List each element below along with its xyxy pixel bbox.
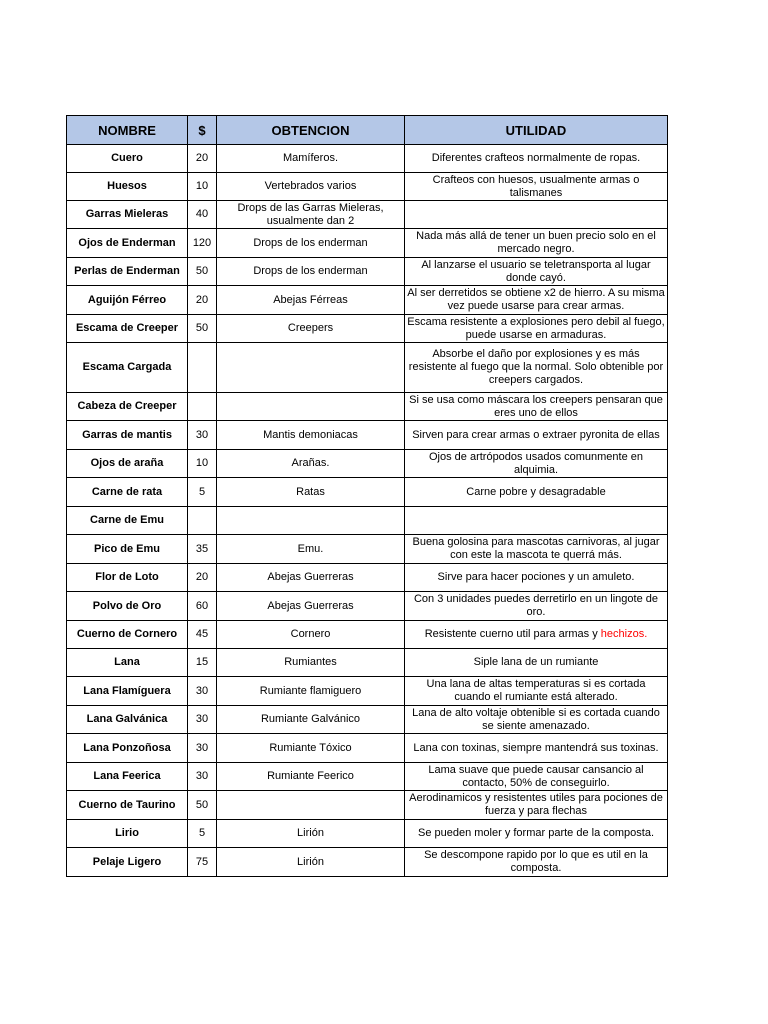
table-row <box>67 706 668 734</box>
cell-utilidad <box>405 763 668 791</box>
cell-utilidad-text: Escama resistente a explosiones pero debil al fuego, puede usarse en armaduras. <box>407 315 665 341</box>
cell-nombre <box>67 507 188 535</box>
cell-obtencion-text: Rumiante Galvánico <box>260 713 361 725</box>
cell-obtencion <box>217 507 405 535</box>
cell-precio <box>188 734 217 763</box>
cell-obtencion-text: Rumiantes <box>284 656 337 668</box>
cell-obtencion <box>217 706 405 734</box>
cell-precio-text: 5 <box>198 485 206 498</box>
header-utilidad: UTILIDAD <box>405 116 668 145</box>
cell-obtencion-text: Lirión <box>297 855 324 868</box>
table-row <box>67 258 668 286</box>
cell-nombre <box>67 848 188 877</box>
cell-utilidad <box>405 393 668 421</box>
cell-utilidad-text: Una lana de altas temperaturas si es cortada cuando el rumiante está alterado. <box>426 678 646 703</box>
cell-nombre-text: Escama de Creeper <box>75 322 179 334</box>
table-row <box>67 229 668 258</box>
cell-obtencion-text: Rumiante Feerico <box>267 770 354 782</box>
cell-nombre-text: Lana Flamíguera <box>83 684 171 697</box>
cell-obtencion <box>217 677 405 706</box>
cell-precio <box>188 621 217 649</box>
cell-utilidad-text: Se descompone rapido por lo que es util en la composta. <box>424 849 648 874</box>
cell-nombre-text: Cabeza de Creeper <box>77 400 177 412</box>
cell-nombre-text: Pelaje Ligero <box>92 855 162 868</box>
cell-utilidad-text: Resistente cuerno util para armas y <box>424 628 601 640</box>
cell-precio <box>188 286 217 315</box>
cell-utilidad-text: Absorbe el daño por explosiones y es más resistente al fuego que la normal. Solo obtenible por creepers cargados. <box>408 348 664 386</box>
cell-precio <box>188 450 217 478</box>
table-row <box>67 343 668 393</box>
cell-precio <box>188 173 217 201</box>
cell-nombre <box>67 734 188 763</box>
cell-obtencion <box>217 393 405 421</box>
cell-nombre-text: Cuerno de Cornero <box>76 628 178 640</box>
cell-precio <box>188 763 217 791</box>
cell-utilidad <box>405 173 668 201</box>
cell-obtencion-text: Abejas Guerreras <box>267 571 354 583</box>
cell-precio-text: 30 <box>195 713 209 725</box>
cell-obtencion-text: Abejas Guerreras <box>267 599 354 612</box>
cell-utilidad-text: Buena golosina para mascotas carnivoras, al jugar con este la mascota te querrá más. <box>412 536 660 561</box>
cell-nombre <box>67 393 188 421</box>
cell-utilidad <box>405 564 668 592</box>
cell-precio-text: 20 <box>195 293 209 306</box>
cell-nombre <box>67 173 188 201</box>
cell-obtencion <box>217 315 405 343</box>
cell-nombre <box>67 286 188 315</box>
cell-nombre <box>67 763 188 791</box>
cell-obtencion-text: Mantis demoniacas <box>263 428 358 441</box>
cell-precio <box>188 649 217 677</box>
cell-precio <box>188 343 217 393</box>
cell-utilidad-text: Sirven para crear armas o extraer pyronita de ellas <box>412 428 660 441</box>
cell-obtencion <box>217 450 405 478</box>
cell-nombre-text: Cuerno de Taurino <box>78 798 176 811</box>
cell-obtencion-text: Drops de los enderman <box>253 265 368 277</box>
cell-nombre-text: Lirio <box>115 827 139 839</box>
cell-nombre <box>67 258 188 286</box>
header-precio: $ <box>188 116 217 145</box>
cell-utilidad <box>405 421 668 450</box>
cell-obtencion <box>217 734 405 763</box>
cell-utilidad-text: Aerodinamicos y resistentes utiles para pociones de fuerza y para flechas <box>409 792 663 817</box>
cell-obtencion-text: Rumiante flamiguero <box>259 684 362 697</box>
cell-nombre <box>67 621 188 649</box>
cell-precio <box>188 258 217 286</box>
cell-precio-text: 40 <box>195 208 209 220</box>
cell-nombre <box>67 421 188 450</box>
cell-nombre <box>67 343 188 393</box>
cell-obtencion-text: Arañas. <box>291 457 330 469</box>
cell-obtencion <box>217 229 405 258</box>
cell-precio <box>188 706 217 734</box>
items-table <box>66 115 668 877</box>
table-row <box>67 315 668 343</box>
cell-nombre <box>67 450 188 478</box>
cell-nombre-text: Lana <box>114 656 140 668</box>
cell-obtencion <box>217 763 405 791</box>
cell-utilidad <box>405 706 668 734</box>
header-obtencion: OBTENCION <box>217 116 405 145</box>
cell-nombre <box>67 791 188 820</box>
cell-nombre-text: Escama Cargada <box>82 361 172 373</box>
table-row <box>67 791 668 820</box>
cell-utilidad-text: Lama suave que puede causar cansancio al contacto, 50% de conseguirlo. <box>428 763 644 789</box>
cell-nombre-text: Perlas de Enderman <box>74 265 180 277</box>
cell-utilidad-text: Siple lana de un rumiante <box>473 656 599 668</box>
cell-utilidad <box>405 535 668 564</box>
cell-nombre-text: Polvo de Oro <box>92 599 162 612</box>
cell-obtencion-text: Mamíferos. <box>282 152 338 164</box>
cell-nombre <box>67 677 188 706</box>
cell-nombre <box>67 706 188 734</box>
cell-utilidad-text: Se pueden moler y formar parte de la composta. <box>417 827 654 839</box>
cell-utilidad-text: Lana de alto voltaje obtenible si es cortada cuando se siente amenazado. <box>412 706 660 732</box>
cell-precio-text: 5 <box>198 827 206 839</box>
cell-precio <box>188 229 217 258</box>
cell-utilidad <box>405 315 668 343</box>
cell-obtencion-text: Cornero <box>290 628 331 640</box>
cell-nombre-text: Garras Mieleras <box>85 208 169 220</box>
cell-precio-text: 35 <box>195 542 209 555</box>
cell-obtencion <box>217 478 405 507</box>
table-row <box>67 201 668 229</box>
cell-precio <box>188 478 217 507</box>
cell-nombre-text: Ojos de Enderman <box>78 236 176 249</box>
cell-precio-text: 10 <box>195 180 209 192</box>
cell-utilidad-text: Ojos de artrópodos usados comunmente en alquimia. <box>428 450 644 476</box>
cell-obtencion-text: Vertebrados varios <box>264 180 357 192</box>
cell-precio-text: 30 <box>195 741 209 754</box>
cell-nombre-text: Carne de Emu <box>90 514 164 526</box>
cell-precio <box>188 535 217 564</box>
table-row <box>67 450 668 478</box>
cell-precio <box>188 592 217 621</box>
cell-nombre <box>67 145 188 173</box>
table-row <box>67 677 668 706</box>
cell-nombre-text: Lana Feerica <box>93 770 161 782</box>
cell-obtencion-text: Creepers <box>287 322 334 334</box>
cell-precio <box>188 145 217 173</box>
cell-utilidad-text: Lana con toxinas, siempre mantendrá sus toxinas. <box>413 741 659 754</box>
cell-nombre <box>67 201 188 229</box>
cell-nombre <box>67 535 188 564</box>
cell-nombre <box>67 820 188 848</box>
cell-utilidad <box>405 201 668 229</box>
cell-precio-text: 50 <box>195 322 209 334</box>
cell-utilidad <box>405 343 668 393</box>
cell-precio <box>188 820 217 848</box>
cell-obtencion <box>217 564 405 592</box>
cell-obtencion <box>217 649 405 677</box>
cell-utilidad <box>405 820 668 848</box>
cell-obtencion <box>217 535 405 564</box>
table-row <box>67 848 668 877</box>
cell-precio-text: 15 <box>195 656 209 668</box>
header-row <box>67 116 668 145</box>
cell-obtencion <box>217 621 405 649</box>
cell-nombre-text: Lana Ponzoñosa <box>83 741 171 754</box>
cell-precio <box>188 201 217 229</box>
table-row <box>67 421 668 450</box>
table-row <box>67 820 668 848</box>
cell-precio <box>188 791 217 820</box>
cell-utilidad <box>405 791 668 820</box>
cell-utilidad-text: Diferentes crafteos normalmente de ropas. <box>431 152 641 164</box>
cell-precio <box>188 421 217 450</box>
cell-obtencion <box>217 343 405 393</box>
cell-utilidad <box>405 734 668 763</box>
cell-obtencion <box>217 421 405 450</box>
cell-obtencion-text: Ratas <box>296 485 325 498</box>
cell-utilidad <box>405 258 668 286</box>
table-row <box>67 478 668 507</box>
table-row <box>67 592 668 621</box>
cell-utilidad-text: Con 3 unidades puedes derretirlo en un lingote de oro. <box>413 593 658 618</box>
cell-utilidad-text: Nada más allá de tener un buen precio solo en el mercado negro. <box>416 230 656 255</box>
cell-obtencion-text: Abejas Férreas <box>273 293 348 306</box>
table-row <box>67 621 668 649</box>
cell-precio-text: 30 <box>195 770 209 782</box>
cell-utilidad-text: Al ser derretidos se obtiene x2 de hierro. A su misma vez puede usarse para crear armas. <box>407 287 665 312</box>
table-row <box>67 763 668 791</box>
cell-utilidad <box>405 229 668 258</box>
cell-precio <box>188 564 217 592</box>
cell-nombre-text: Lana Galvánica <box>86 713 168 725</box>
cell-obtencion-text: Drops de las Garras Mieleras, usualmente dan 2 <box>237 201 384 227</box>
cell-obtencion <box>217 201 405 229</box>
cell-utilidad <box>405 145 668 173</box>
cell-utilidad <box>405 649 668 677</box>
cell-nombre-text: Flor de Loto <box>95 571 159 583</box>
table-row <box>67 393 668 421</box>
cell-nombre-text: Huesos <box>107 180 147 192</box>
cell-nombre-text: Garras de mantis <box>82 428 172 441</box>
cell-nombre <box>67 649 188 677</box>
cell-precio <box>188 507 217 535</box>
cell-obtencion-text: Rumiante Tóxico <box>269 741 352 754</box>
cell-precio <box>188 677 217 706</box>
cell-obtencion <box>217 286 405 315</box>
cell-nombre-text: Ojos de araña <box>90 457 164 469</box>
cell-utilidad-text: Al lanzarse el usuario se teletransporta al lugar donde cayó. <box>421 258 651 284</box>
cell-nombre-text: Carne de rata <box>91 485 163 498</box>
cell-utilidad <box>405 507 668 535</box>
cell-nombre <box>67 229 188 258</box>
cell-obtencion-text: Emu. <box>297 542 324 555</box>
header-nombre: NOMBRE <box>67 116 188 145</box>
cell-utilidad <box>405 450 668 478</box>
cell-precio-text: 60 <box>195 599 209 612</box>
cell-precio-text: 30 <box>195 684 209 697</box>
cell-obtencion-text: Drops de los enderman <box>253 236 368 249</box>
cell-utilidad <box>405 621 668 649</box>
cell-utilidad <box>405 286 668 315</box>
table-row <box>67 507 668 535</box>
cell-precio-text: 30 <box>195 428 209 441</box>
cell-nombre <box>67 478 188 507</box>
cell-utilidad <box>405 478 668 507</box>
cell-precio-text: 20 <box>195 571 209 583</box>
cell-nombre-text: Aguijón Férreo <box>87 293 167 306</box>
cell-utilidad <box>405 848 668 877</box>
cell-obtencion <box>217 173 405 201</box>
cell-utilidad <box>405 592 668 621</box>
cell-precio <box>188 393 217 421</box>
cell-precio-text: 20 <box>195 152 209 164</box>
table-body <box>67 145 668 877</box>
cell-obtencion <box>217 820 405 848</box>
cell-precio-text: 45 <box>195 628 209 640</box>
table-row <box>67 535 668 564</box>
cell-precio <box>188 848 217 877</box>
cell-precio-text: 75 <box>195 855 209 868</box>
cell-nombre-text: Cuero <box>111 152 143 164</box>
cell-precio <box>188 315 217 343</box>
cell-nombre <box>67 564 188 592</box>
highlight-text: hechizos. <box>600 628 648 640</box>
cell-obtencion-text: Lirión <box>297 827 324 839</box>
cell-nombre <box>67 315 188 343</box>
cell-nombre <box>67 592 188 621</box>
cell-utilidad-text: Crafteos con huesos, usualmente armas o talismanes <box>432 173 640 199</box>
table-row <box>67 564 668 592</box>
cell-nombre-text: Pico de Emu <box>93 542 161 555</box>
cell-obtencion <box>217 791 405 820</box>
cell-utilidad-text: Sirve para hacer pociones y un amuleto. <box>437 571 635 583</box>
cell-precio-text: 120 <box>192 236 212 249</box>
table-row <box>67 173 668 201</box>
cell-obtencion <box>217 258 405 286</box>
cell-utilidad-text: Carne pobre y desagradable <box>466 485 606 498</box>
cell-precio-text: 50 <box>195 265 209 277</box>
cell-obtencion <box>217 592 405 621</box>
cell-utilidad <box>405 677 668 706</box>
cell-obtencion <box>217 848 405 877</box>
cell-utilidad-text: Si se usa como máscara los creepers pensaran que eres uno de ellos <box>409 393 663 419</box>
cell-precio-text: 50 <box>195 798 209 811</box>
table-row <box>67 734 668 763</box>
table-row <box>67 649 668 677</box>
cell-obtencion <box>217 145 405 173</box>
table-row <box>67 145 668 173</box>
table-row <box>67 286 668 315</box>
cell-precio-text: 10 <box>195 457 209 469</box>
